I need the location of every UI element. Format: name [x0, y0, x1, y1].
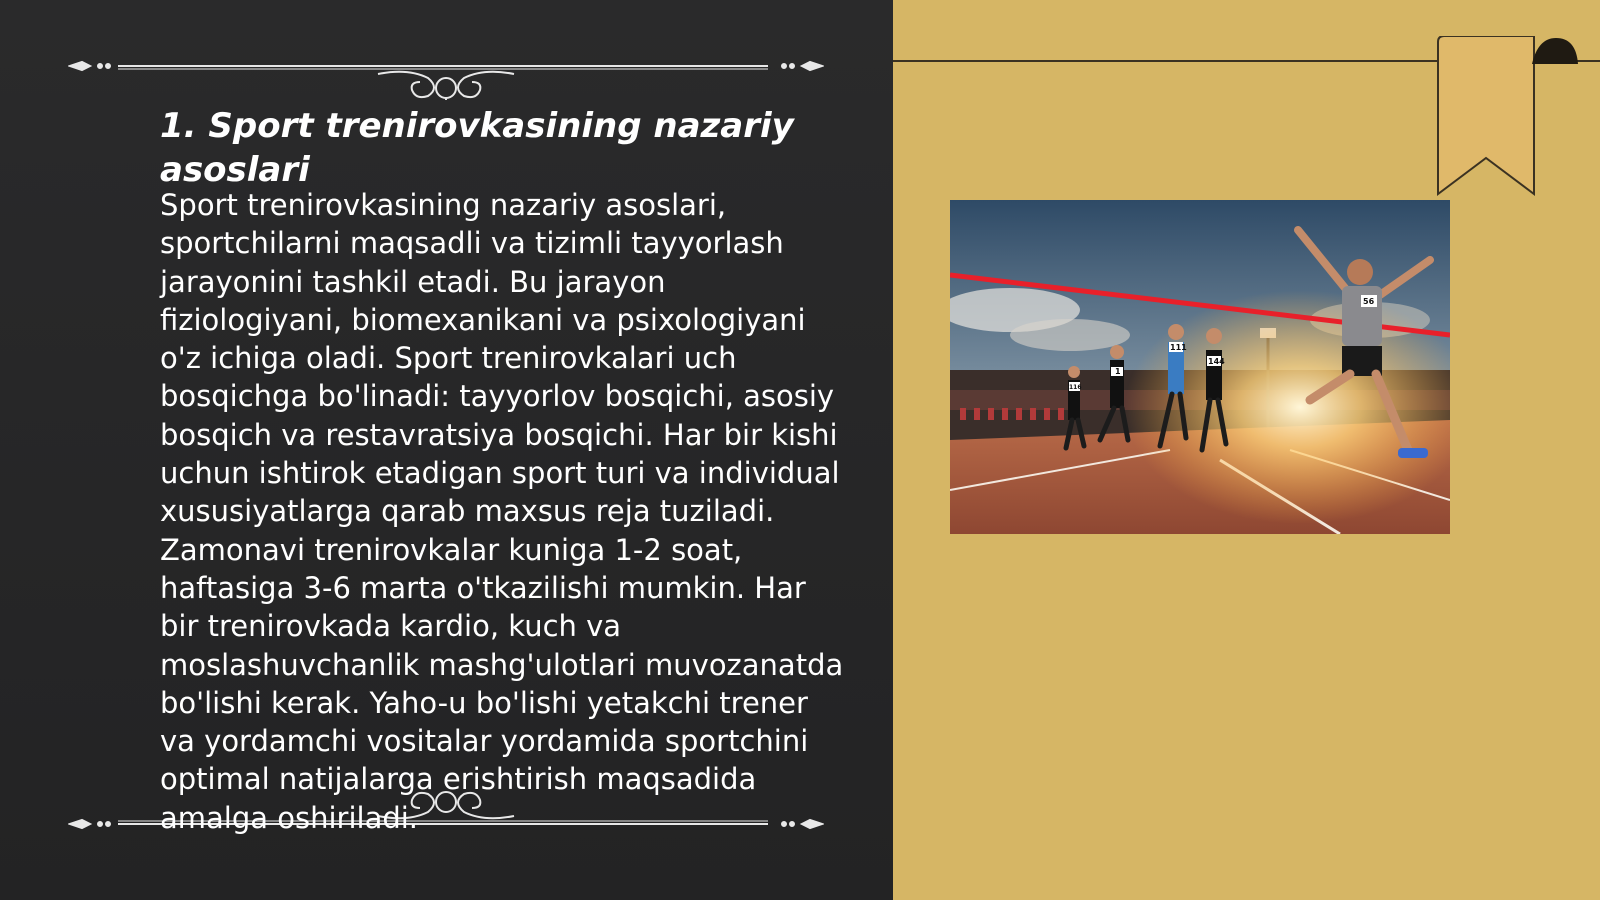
bib-number: 111	[1170, 343, 1187, 352]
bib-number: 116	[1069, 384, 1082, 391]
slide-body-text: Sport trenirovkasining nazariy asoslari, sportchilarni maqsadli va tizimli tayyorlash jarayonini tashkil etadi. Bu jarayon fiziologiyani, biomexanikani va psixologiyani o'z ichiga oladi. Sport trenirovkalari uch bosqichga bo'linadi: tayyorlov bosqichi, asosiy bosqich va restavratsiya bosqichi. Har bir kishi uchun ishtirok etadigan sport turi va individual xususiyatlarga qarab maxsus reja tuziladi. Zamonavi trenirovkalar kuniga 1-2 soat, haftasiga 3-6 marta o'tkazilishi mumkin. Har bir trenirovkada kardio, kuch va moslashuvchanlik mashg'ulotlari muvozanatda bo'lishi kerak. Yaho-u bo'lishi yetakchi trener va yordamchi vositalar yordamida sportchini optimal natijalarga erishtirish maqsadida amalga oshiriladi.	[160, 188, 844, 835]
bib-number: 1	[1115, 367, 1121, 376]
bookmark-ribbon-icon	[1436, 36, 1536, 196]
bib-number: 144	[1208, 357, 1225, 366]
bib-number: 56	[1363, 297, 1375, 306]
slide-title: 1. Sport trenirovkasining nazariy asoslari	[160, 106, 794, 190]
bookmark-curl-icon	[1532, 36, 1580, 64]
finish-line-photo	[950, 200, 1450, 534]
ornamental-divider-top-icon	[68, 40, 824, 100]
